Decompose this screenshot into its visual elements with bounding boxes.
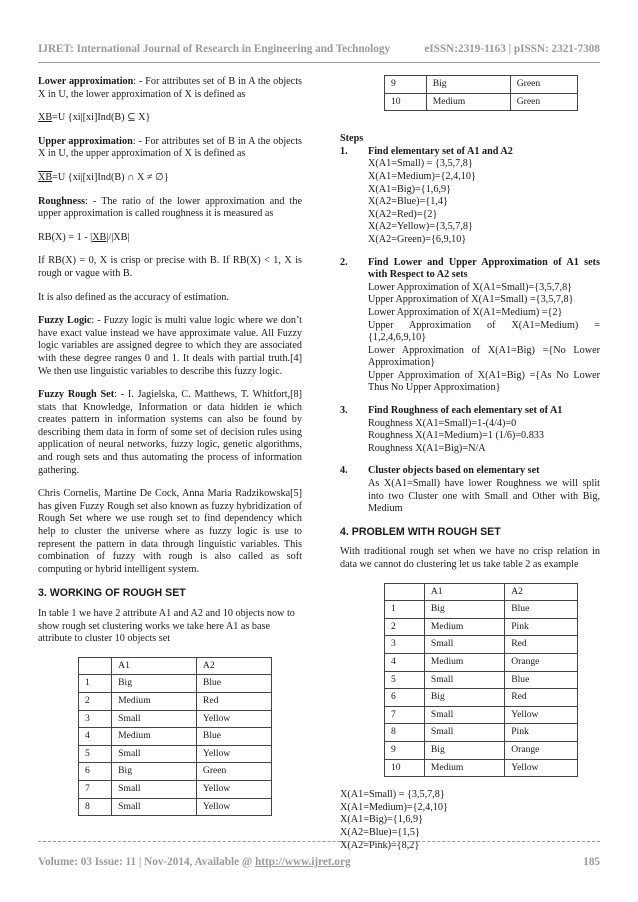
table-cell: Yellow	[505, 706, 578, 724]
left-column	[38, 76, 302, 816]
step-line: Upper Approximation of X(A1=Small) ={3,5,7,8}	[368, 294, 574, 306]
table-row	[79, 710, 272, 728]
issn: eISSN:2319-1163 | pISSN: 2321-7308	[424, 43, 600, 55]
table-cell: Orange	[505, 653, 578, 671]
crisp-text: If RB(X) = 0, X is crisp or precise with B. If RB(X) < 1, X is rough or vague with B.	[38, 255, 302, 279]
step-line: X(A1=Medium)={2,4,10}	[368, 170, 476, 182]
step-item	[340, 405, 600, 455]
step-body	[368, 405, 600, 455]
header-rule	[38, 62, 600, 63]
step-number: 4.	[340, 465, 348, 477]
table-row	[79, 763, 272, 781]
table-cell	[385, 583, 425, 601]
step-line: Lower Approximation of X(A1=Small)={3,5,7,8}	[368, 281, 573, 293]
right-column	[340, 76, 600, 852]
table-row	[79, 728, 272, 746]
step-line: Lower Approximation of X(A1=Medium) ={2}	[368, 306, 563, 318]
lower-approx-def	[38, 76, 302, 101]
table-cell: 4	[79, 728, 112, 746]
table-cell: Red	[505, 689, 578, 707]
term: Upper approximation	[38, 135, 133, 147]
definition: : - The ratio of the lower approximation and the upper approximation is called roughness it is measured as	[38, 195, 302, 220]
table-cell: Small	[112, 780, 197, 798]
table-cell: 2	[385, 618, 425, 636]
table-cell: Big	[112, 675, 197, 693]
volume-text: Volume: 03 Issue: 11 | Nov-2014, Available @	[38, 856, 256, 868]
journal-title: IJRET: International Journal of Research in Engineering and Technology	[38, 43, 391, 55]
table-cell: Medium	[112, 728, 197, 746]
page-number: 185	[583, 856, 600, 868]
table-row	[385, 741, 578, 759]
cornelis-paragraph: Chris Cornelis, Martine De Cock, Anna Maria Radzikowska[5] has given Fuzzy Rough set also known as fuzzy hybridization of Rough Set where we use rough set to find dependency which help to cluster the universe where as fuzzy logic is use to represent the pattern in data through linguistic variables. This combination of fuzzy with rough is also called as soft computing or hybrid intelligent system.	[38, 488, 302, 575]
lower-approx-formula	[38, 112, 302, 125]
table-cell: Blue	[196, 728, 271, 746]
definition: : - Fuzzy logic is multi value logic where we don’t have exact value instead we have approximate value. All Fuzzy logic variables are assigned degree to which they are associated with these degree ranges 0 and 1. It deals with partial truth.[4] We then use linguistic variables to describe this fuzzy logic.	[38, 315, 302, 377]
table-cell: 8	[79, 798, 112, 816]
table-header-row	[79, 657, 272, 675]
step-title: Cluster objects based on elementary set	[368, 465, 540, 477]
table-cell: Medium	[424, 653, 504, 671]
page-footer	[38, 856, 600, 872]
term: Fuzzy Rough Set	[38, 389, 115, 401]
table-cell: Small	[112, 745, 197, 763]
table-cell: Blue	[505, 671, 578, 689]
table-cell: Pink	[505, 618, 578, 636]
table-cell: Yellow	[196, 780, 271, 798]
term: Roughness	[38, 195, 85, 207]
step-title: Find Lower and Upper Approximation of A1 sets with Respect to A2 sets	[368, 256, 600, 281]
set-line: X(A2=Blue)={1,5}	[340, 826, 420, 838]
table-cell: Medium	[424, 618, 504, 636]
table-row	[79, 798, 272, 816]
table-cell: Small	[424, 636, 504, 654]
table-row	[79, 692, 272, 710]
section-3-text: In table 1 we have 2 attribute A1 and A2 and 10 objects now to show rough set clustering works we take here A1 as base attribute to cluster 10 objects set	[38, 608, 295, 645]
table-cell: 5	[79, 745, 112, 763]
accuracy-text: It is also defined as the accuracy of estimation.	[38, 291, 229, 303]
table-cell: Pink	[505, 724, 578, 742]
table-cell: 5	[385, 671, 425, 689]
definition: : - For attributes set of B in A the objects X in U, the lower approximation of X is defined as	[38, 76, 303, 100]
table-cell: Big	[112, 763, 197, 781]
table-cell: 7	[79, 780, 112, 798]
table-cell: 1	[385, 601, 425, 619]
step-line: Upper Approximation of X(A1=Medium) ={1,2,4,6,9,10}	[368, 319, 600, 344]
table-header-row	[385, 583, 578, 601]
formula-symbol: XB	[92, 231, 107, 243]
table-1	[78, 657, 272, 816]
table-row	[385, 724, 578, 742]
step-number: 3.	[340, 405, 348, 417]
table-cell: A2	[505, 583, 578, 601]
table-cell: Big	[424, 601, 504, 619]
section-4-text: With traditional rough set when we have no crisp relation in data we cannot do clustering let us take table 2 as example	[340, 546, 600, 570]
step-title: Find Roughness of each elementary set of A1	[368, 405, 563, 417]
table-cell: Medium	[424, 759, 504, 777]
table-cell: 6	[385, 689, 425, 707]
step-body	[368, 465, 600, 515]
table-row	[385, 653, 578, 671]
table-cell: 8	[385, 724, 425, 742]
step-item	[340, 146, 600, 247]
footer-rule	[38, 841, 600, 842]
set-line: X(A1=Small) = {3,5,7,8}	[340, 789, 445, 801]
table-row	[385, 76, 578, 94]
table-cell: Small	[424, 671, 504, 689]
table-cell: Orange	[505, 741, 578, 759]
step-item	[340, 465, 600, 515]
page-header	[38, 43, 600, 59]
step-number: 1.	[340, 145, 348, 157]
upper-approx-formula	[38, 172, 302, 185]
step-title: Find elementary set of A1 and A2	[368, 145, 513, 157]
table-cell: Medium	[112, 692, 197, 710]
table-cell: Yellow	[196, 745, 271, 763]
table-cell: 2	[79, 692, 112, 710]
table-cell: Medium	[426, 93, 510, 111]
table-cell: 3	[79, 710, 112, 728]
step-line: Lower Approximation of X(A1=Big) ={No Lower Approximation}	[368, 344, 600, 369]
table-cell: Green	[510, 93, 577, 111]
journal-link[interactable]: http://www.ijret.org	[255, 856, 351, 868]
table-cell: Red	[196, 692, 271, 710]
table-cell: Red	[505, 636, 578, 654]
table-cell: 6	[79, 763, 112, 781]
formula-symbol: XB	[38, 112, 53, 124]
definition: : - I. Jagielska, C. Matthews, T. Whitfort,[8] stats that Knowledge, Information or data hidden ie which creates pattern in information systems can also be found by describing them data in form of some set of decision rules using application of neural networks, fuzzy logic, genetic algorithms, and rough sets and thus automating the process of information gathering.	[38, 389, 302, 476]
table-cell: A1	[424, 583, 504, 601]
section-4-heading: 4. PROBLEM WITH ROUGH SET	[340, 525, 501, 538]
steps-title: Steps	[340, 133, 364, 145]
table-cell: Yellow	[505, 759, 578, 777]
table-row	[385, 93, 578, 111]
table-cell: 4	[385, 653, 425, 671]
table-cell: Small	[112, 710, 197, 728]
table-row	[79, 745, 272, 763]
table-cell: 3	[385, 636, 425, 654]
table-cell: Green	[196, 763, 271, 781]
term: Lower approximation	[38, 76, 134, 87]
table-row	[385, 759, 578, 777]
table-cell: Green	[510, 76, 577, 94]
step-item	[340, 257, 600, 396]
table-row	[79, 675, 272, 693]
table-cell	[79, 657, 112, 675]
term: Fuzzy Logic	[38, 315, 92, 327]
step-line: X(A2=Red)={2}	[368, 208, 438, 220]
definition: : - For attributes set of B in A the objects X in U, the upper approximation of X is defined as	[38, 135, 302, 160]
table-row	[385, 671, 578, 689]
upper-approx-def	[38, 136, 302, 161]
footer-volume	[38, 856, 351, 868]
step-line: As X(A1=Small) have lower Roughness we will split into two Cluster one with Small and Other with Big, Medium	[368, 478, 600, 515]
formula-part: |/|XB|	[106, 231, 130, 243]
elementary-sets	[340, 789, 600, 852]
table-cell: Blue	[505, 601, 578, 619]
table-cell: Yellow	[196, 798, 271, 816]
step-number: 2.	[340, 256, 348, 268]
formula-body: =U {xi|[xi]Ind(B) ∩ X ≠ ∅}	[52, 171, 169, 183]
step-line: X(A2=Blue)={1,4}	[368, 196, 448, 208]
table-cell: Blue	[196, 675, 271, 693]
step-line: Roughness X(A1=Small)=1-(4/4)=0	[368, 417, 517, 429]
table-cell: Small	[424, 706, 504, 724]
step-line: X(A1=Small) = {3,5,7,8}	[368, 158, 473, 170]
set-line: X(A2=Pink)={8,2}	[340, 839, 420, 851]
table-cell: 7	[385, 706, 425, 724]
table-cell: Small	[112, 798, 197, 816]
step-line: X(A1=Big)={1,6,9}	[368, 183, 451, 195]
step-line: Upper Approximation of X(A1=Big) ={As No Lower Thus No Upper Approximation}	[368, 369, 600, 394]
table-cell: A2	[196, 657, 271, 675]
table-cell: 9	[385, 76, 427, 94]
roughness-def	[38, 196, 302, 221]
table-row	[385, 636, 578, 654]
table-row	[385, 618, 578, 636]
table-cell: A1	[112, 657, 197, 675]
roughness-formula	[38, 232, 302, 245]
table-cell: 10	[385, 759, 425, 777]
table-row	[79, 780, 272, 798]
step-line: Roughness X(A1=Medium)=1 (1/6)=0.833	[368, 430, 544, 442]
table-cell: Small	[424, 724, 504, 742]
formula-part: RB(X) = 1 - |	[38, 231, 93, 243]
steps-list	[340, 146, 600, 516]
table-cell: Yellow	[196, 710, 271, 728]
table-row	[385, 601, 578, 619]
set-line: X(A1=Medium)={2,4,10}	[340, 801, 448, 813]
table-row	[385, 706, 578, 724]
step-line: X(A2=Yellow)={3,5,7,8}	[368, 221, 473, 233]
set-line: X(A1=Big)={1,6,9}	[340, 814, 423, 826]
table-cell: 1	[79, 675, 112, 693]
step-line: Roughness X(A1=Big)=N/A	[368, 442, 486, 454]
table-cell: 9	[385, 741, 425, 759]
formula-symbol: XB	[38, 171, 53, 183]
fuzzy-rough-def	[38, 389, 302, 477]
table-cell: Big	[424, 689, 504, 707]
table-row	[385, 689, 578, 707]
step-body	[368, 257, 600, 396]
table-cell: Big	[426, 76, 510, 94]
table-1-continued	[384, 75, 578, 111]
formula-body: =U {xi|[xi]Ind(B) ⊆ X}	[52, 112, 151, 124]
fuzzy-logic-def	[38, 315, 302, 378]
step-line: X(A2=Green)={6,9,10}	[368, 233, 467, 245]
step-body	[368, 146, 600, 247]
section-3-heading: 3. WORKING OF ROUGH SET	[38, 587, 186, 600]
table-cell: 10	[385, 93, 427, 111]
table-cell: Big	[424, 741, 504, 759]
table-2	[384, 583, 578, 778]
